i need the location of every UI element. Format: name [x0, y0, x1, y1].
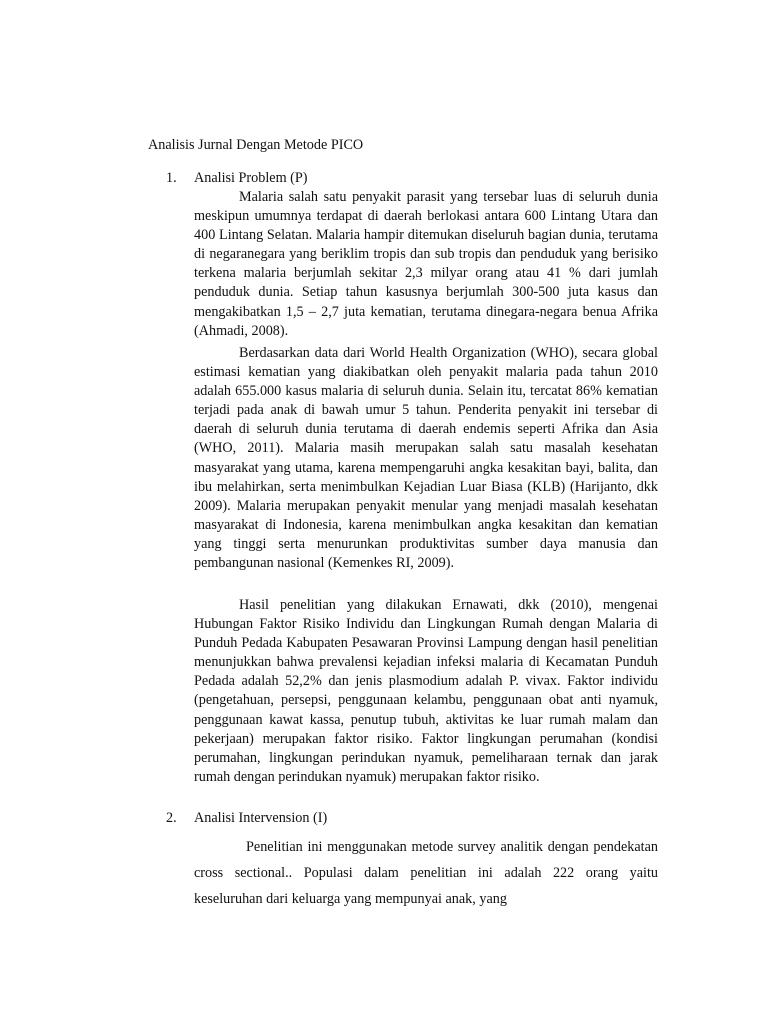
document-title: Analisis Jurnal Dengan Metode PICO [148, 137, 364, 153]
section-2-paragraph-1: Penelitian ini menggunakan metode survey analitik dengan pendekatan cross sectional.. Populasi dalam penelitian ini adalah 222 orang yaitu keseluruhan dari keluarga yang mempunyai anak, yang [194, 839, 658, 907]
section-1-paragraph-3: Hasil penelitian yang dilakukan Ernawati, dkk (2010), mengenai Hubungan Faktor Risiko Individu dan Lingkungan Rumah dengan Malaria di Punduh Pedada Kabupaten Pesawaran Provinsi Lampung dengan hasil penelitian menunjukkan bahwa prevalensi kejadian infeksi malaria di Kecamatan Punduh Pedada adalah 52,2% dan jenis plasmodium adalah P. vivax. Faktor individu (pengetahuan, persepsi, penggunaan kelambu, penggunaan obat anti nyamuk, penggunaan kawat kassa, penutup tubuh, aktivitas ke luar rumah malam dan pekerjaan) merupakan faktor risiko. Faktor lingkungan perumahan (kondisi perumahan, lingkungan perindukan nyamuk, pemeliharaan ternak dan jarak rumah dengan perindukan nyamuk) merupakan faktor risiko. [194, 597, 658, 785]
section-1-paragraph-2: Berdasarkan data dari World Health Organization (WHO), secara global estimasi kematian yang diakibatkan oleh penyakit malaria pada tahun 2010 adalah 655.000 kasus malaria di seluruh dunia. Selain itu, tercatat 86% kematian terjadi pada anak di bawah umur 5 tahun. Penderita penyakit ini tersebar di daerah di seluruh dunia terutama di daerah endemis seperti Afrika dan Asia (WHO, 2011). Malaria masih merupakan salah satu masalah kesehatan masyarakat yang utama, karena mempengaruhi angka kesakitan bayi, balita, dan ibu melahirkan, serta menimbulkan Kejadian Luar Biasa (KLB) (Harijanto, dkk 2009). Malaria merupakan penyakit menular yang menjadi masalah kesehatan masyarakat di Indonesia, karena menimbulkan angka kesakitan dan kematian yang tinggi serta menurunkan produktivitas sumber daya manusia dan pembangunan nasional (Kemenkes RI, 2009). [194, 345, 658, 572]
section-1-paragraph-1: Malaria salah satu penyakit parasit yang tersebar luas di seluruh dunia meskipun umumnya terdapat di daerah berlokasi antara 600 Lintang Utara dan 400 Lintang Selatan. Malaria hampir ditemukan diseluruh bagian dunia, terutama di negaranegara yang beriklim tropis dan sub tropis dan penduduk yang berisiko terkena malaria berjumlah sekitar 2,3 milyar orang atau 41 % dari jumlah penduduk dunia. Setiap tahun kasusnya berjumlah 300-500 juta kasus dan mengakibatkan 1,5 – 2,7 juta kematian, terutama dinegara-negara benua Afrika (Ahmadi, 2008). [194, 189, 658, 339]
section-1-heading: Analisi Problem (P) [194, 170, 308, 186]
section-2-number: 2. [166, 810, 177, 826]
section-2-heading: Analisi Intervension (I) [194, 810, 328, 826]
section-1-number: 1. [166, 170, 177, 186]
